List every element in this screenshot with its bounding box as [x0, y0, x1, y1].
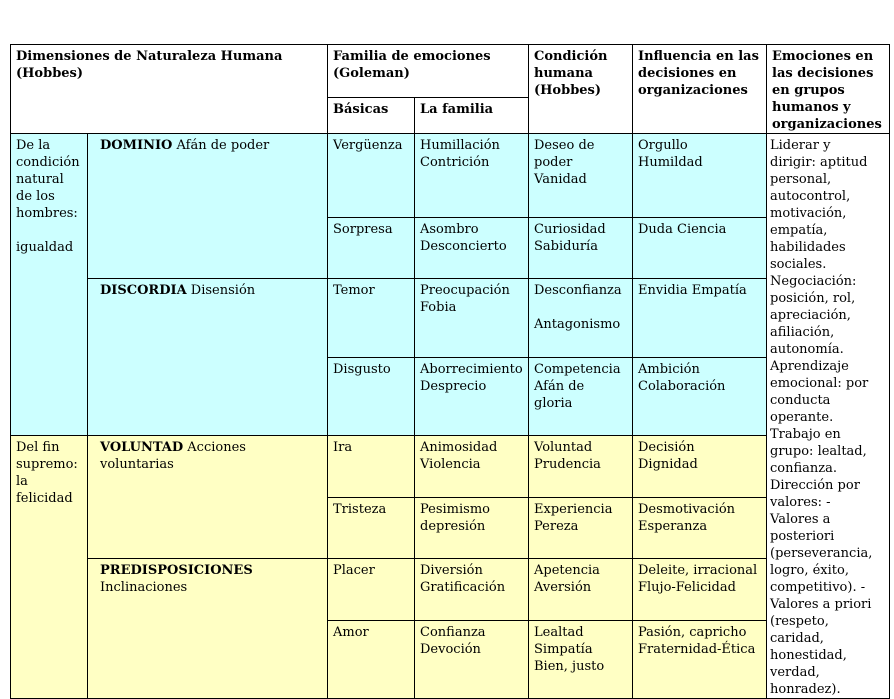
group-name: VOLUNTAD: [100, 440, 184, 455]
cell-familia: Preocupación Fobia: [415, 279, 529, 358]
header-basicas: Básicas: [328, 97, 415, 133]
cell-condicion: Experiencia Pereza: [529, 498, 633, 559]
section-label-text: Del fin supremo: la felicidad: [16, 440, 78, 506]
cell-familia: Animosidad Violencia: [415, 436, 529, 498]
cell-basica: Ira: [328, 436, 415, 498]
cell-influencia: Decisión Dignidad: [633, 436, 767, 498]
cell-condicion: Curiosidad Sabiduría: [529, 218, 633, 279]
header-dimensiones: Dimensiones de Naturaleza Humana (Hobbes): [11, 45, 328, 134]
section-label-felicidad: [11, 436, 88, 699]
header-familia-emociones: Familia de emociones (Goleman): [328, 45, 529, 98]
cell-familia: Aborrecimiento Desprecio: [415, 358, 529, 436]
header-la-familia: La familia: [415, 97, 529, 133]
group-name: DOMINIO: [100, 138, 173, 153]
cell-condicion: Apetencia Aversión: [529, 559, 633, 621]
header-condicion-humana: Condición humana (Hobbes): [529, 45, 633, 134]
header-influencia: Influencia en las decisiones en organizaciones: [633, 45, 767, 134]
cell-familia: Pesimismo depresión: [415, 498, 529, 559]
cell-influencia: Ambición Colaboración: [633, 358, 767, 436]
cell-influencia: Pasión, capricho Fraternidad-Ética: [633, 621, 767, 699]
cell-influencia: Duda Ciencia: [633, 218, 767, 279]
cell-influencia: Desmotivación Esperanza: [633, 498, 767, 559]
cell-influencia: Deleite, irracional Flujo-Felicidad: [633, 559, 767, 621]
cell-basica: Vergüenza: [328, 134, 415, 218]
cell-influencia: Orgullo Humildad: [633, 134, 767, 218]
group-voluntad: [88, 436, 328, 559]
cell-condicion: Voluntad Prudencia: [529, 436, 633, 498]
group-desc: Inclinaciones: [100, 580, 188, 595]
header-emociones-grupos: Emociones en las decisiones en grupos humanos y organizaciones: [767, 45, 890, 134]
group-desc: Disensión: [186, 283, 256, 298]
group-name: DISCORDIA: [100, 283, 187, 298]
cell-emociones-grupos: Liderar y dirigir: aptitud personal, autocontrol, motivación, empatía, habilidades sociales. Negociación: posición, rol, apreciación, afiliación, autonomía. Aprendizaje emocional: por conducta operante. Trabajo en grupo: lealtad, confianza. Dirección por valores: - Valores a posteriori (perseverancia, logro, éxito, competitivo). - Valores a priori (respeto, caridad, honestidad, verdad, honradez).: [767, 134, 890, 699]
cell-familia: Confianza Devoción: [415, 621, 529, 699]
cell-condicion: Desconfianza Antagonismo: [529, 279, 633, 358]
cell-familia: Asombro Desconcierto: [415, 218, 529, 279]
group-dominio: [88, 134, 328, 279]
cell-basica: Disgusto: [328, 358, 415, 436]
cell-condicion: Deseo de poder Vanidad: [529, 134, 633, 218]
cell-basica: Temor: [328, 279, 415, 358]
section-label-igualdad: [11, 134, 88, 436]
cell-basica: Tristeza: [328, 498, 415, 559]
cell-familia: Diversión Gratificación: [415, 559, 529, 621]
cell-basica: Amor: [328, 621, 415, 699]
group-name: PREDISPOSICIONES: [100, 563, 253, 578]
section-label-text: De la condición natural de los hombres: igualdad: [16, 138, 80, 255]
cell-influencia: Envidia Empatía: [633, 279, 767, 358]
emotions-table: [10, 44, 890, 699]
group-discordia: [88, 279, 328, 436]
cell-condicion: Lealtad Simpatía Bien, justo: [529, 621, 633, 699]
group-desc: Afán de poder: [172, 138, 270, 153]
cell-basica: Placer: [328, 559, 415, 621]
group-predisposiciones: [88, 559, 328, 699]
cell-condicion: Competencia Afán de gloria: [529, 358, 633, 436]
group-desc: Acciones voluntarias: [100, 440, 246, 472]
cell-familia: Humillación Contrición: [415, 134, 529, 218]
cell-basica: Sorpresa: [328, 218, 415, 279]
